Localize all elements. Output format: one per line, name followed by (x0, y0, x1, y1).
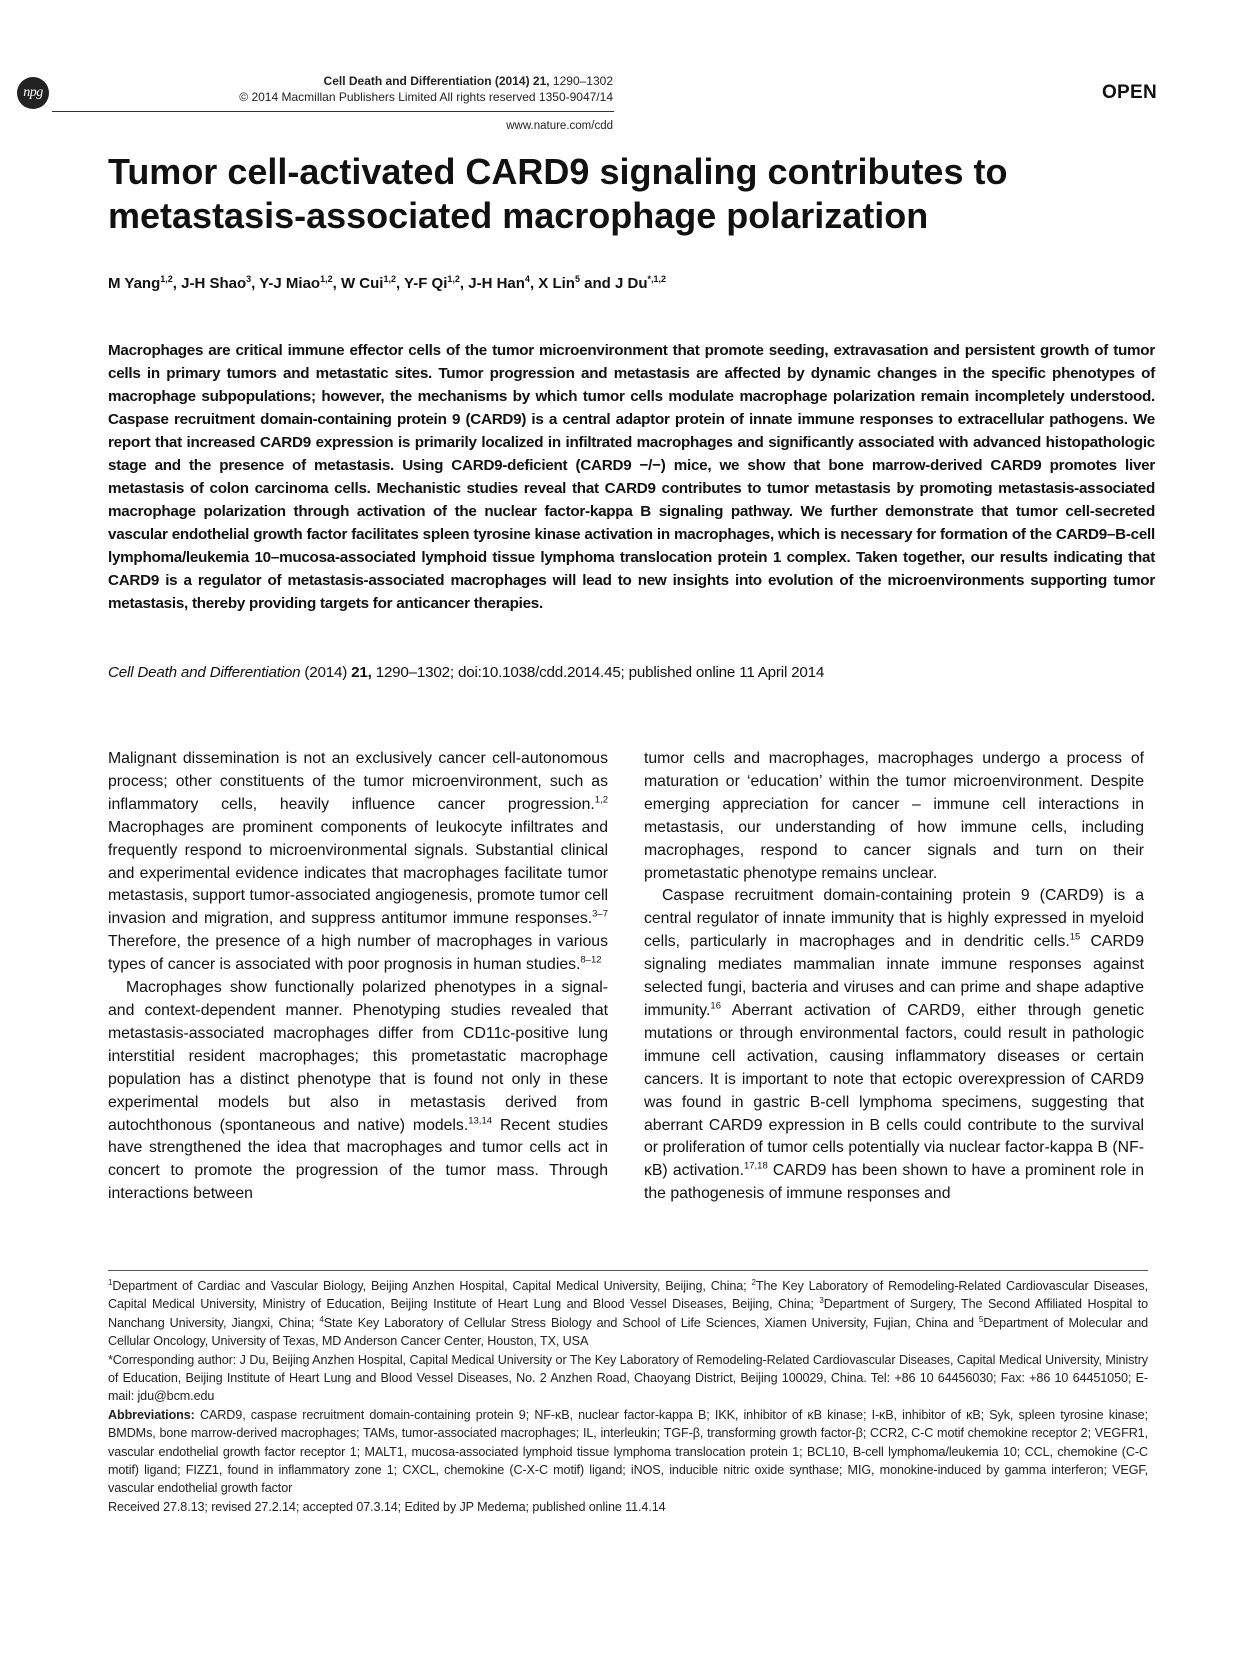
open-access-badge: OPEN (1101, 82, 1157, 103)
citation-doi: 1290–1302; doi:10.1038/cdd.2014.45; published online 11 April 2014 (371, 664, 825, 681)
citation-volume: 21, (351, 664, 372, 681)
author-separator: , (529, 275, 539, 292)
affiliations: $^1$Department of Cardiac and Vascular Biology, Beijing Anzhen Hospital, Capital Medical University, Beijing, China; $^2$The Key Laboratory of Remodeling-Related Cardiovascular Diseases, Capital Medical University, Ministry of Education, Beijing Institute of Heart Lung and Blood Vessel Diseases, Beijing, China; $^3$Department of Surgery, The Second Affiliated Hospital to Nanchang University, Jiangxi, China; $^4$State Key Laboratory of Cellular Stress Biology and School of Life Sciences, Xiamen University, Fujian, China and $^5$Department of Molecular and Cellular Oncology, University of Texas, MD Anderson Cancer Center, Houston, TX, USA (108, 1277, 1148, 1349)
abbreviations (108, 1406, 1148, 1498)
copyright-line: © 2014 Macmillan Publishers Limited All rights reserved 1350-9047/14 (239, 90, 613, 104)
reference-link[interactable]: 17,18 (743, 1161, 768, 1173)
header-divider (52, 111, 614, 112)
body-column-left (108, 748, 608, 1206)
citation-year: (2014) (300, 664, 352, 681)
author-name[interactable]: J-H Shao (181, 275, 247, 292)
footnote-divider (108, 1270, 1148, 1271)
author-affiliation: 1,2 (320, 274, 333, 284)
author-name[interactable]: J-H Han (468, 275, 525, 292)
body-paragraph (108, 748, 608, 977)
publisher-logo: npg (17, 77, 49, 109)
author-separator: , (251, 275, 260, 292)
author-affiliation: 4 (524, 274, 530, 284)
author-name[interactable]: X Lin (538, 275, 575, 292)
body-paragraph: tumor cells and macrophages, macrophages undergo a process of maturation or ‘education’ within the tumor microenvironment. Despite emerging appreciation for cancer – immune cell interactions in metastasis, our understanding of how immune cells, including macrophages, respond to cancer signals and turn on their prometastatic phenotype remains unclear. (644, 750, 1144, 882)
received-dates: Received 27.8.13; revised 27.2.14; accepted 07.3.14; Edited by JP Medema; published online 11.4.14 (108, 1499, 666, 1514)
author-affiliation: 3 (246, 274, 252, 284)
article-title: Tumor cell-activated CARD9 signaling contributes to metastasis-associated macrophage polarization (108, 151, 1008, 236)
corresponding-author: *Corresponding author: J Du, Beijing Anzhen Hospital, Capital Medical University or The Key Laboratory of Remodeling-Related Cardiovascular Diseases, Capital Medical University, Ministry of Education, Beijing Institute of Heart Lung and Blood Vessel Diseases, No. 2 Anzhen Road, Chaoyang District, Beijing 100029, China. Tel: +86 10 64456030; Fax: +86 10 64451050; E-mail: jdu@bcm.edu (108, 1352, 1148, 1404)
journal-reference (324, 74, 613, 88)
author-name[interactable]: M Yang (108, 275, 161, 292)
body-text: Malignant dissemination is not an exclusively cancer cell-autonomous process; other constituents of the tumor microenvironment, such as inflammatory cells, heavily influence cancer progression. (108, 750, 608, 813)
footnotes (108, 1277, 1148, 1516)
author-affiliation: 1,2 (383, 274, 396, 284)
author-separator: , (395, 275, 405, 292)
body-text: Recent studies have strengthened the idea that macrophages and tumor cells act in concert to promote the progression of the tumor mass. Through interactions between (108, 1116, 609, 1203)
reference-link[interactable]: 8–12 (580, 954, 602, 966)
body-paragraph (108, 977, 608, 1206)
body-column-right (644, 748, 1144, 1206)
author-separator: , (332, 275, 341, 292)
author-affiliation: 1,2 (160, 274, 173, 284)
reference-link[interactable]: 13,14 (468, 1115, 493, 1127)
author-affiliation: 1,2 (447, 274, 460, 284)
body-text: Macrophages are prominent components of leukocyte infiltrates and frequently respond to microenvironmental signals. Substantial clinical and experimental evidence indicates that macrophages facilitate tumor metastasis, support tumor-associated angiogenesis, promote tumor cell invasion and migration, and suppress antitumor immune responses. (108, 818, 608, 928)
author-affiliation: 5 (574, 274, 580, 284)
journal-url-link[interactable]: www.nature.com/cdd (506, 120, 613, 132)
author-name[interactable]: J Du (614, 275, 648, 292)
citation-journal: Cell Death and Differentiation (108, 664, 301, 681)
body-paragraph (644, 885, 1144, 1206)
body-text: CARD9 has been shown to have a prominent role in the pathogenesis of immune responses and (644, 1162, 1144, 1203)
author-name[interactable]: Y-J Miao (259, 275, 321, 292)
author-name[interactable]: W Cui (340, 275, 384, 292)
page-range: 1290–1302 (549, 74, 613, 88)
author-affiliation: *,1,2 (647, 274, 667, 284)
author-separator: and (579, 275, 615, 292)
body-text: Aberrant activation of CARD9, either through genetic mutations or through environmental factors, could result in pathologic immune cell activation, causing inflammatory diseases or certain cancers. It is important to note that ectopic overexpression of CARD9 was found in gastric B-cell lymphoma specimens, suggesting that aberrant CARD9 expression in B cells could contribute to the survival or proliferation of tumor cells potentially via nuclear factor-kappa B (NF-κB) activation. (644, 1001, 1144, 1180)
reference-link[interactable]: 15 (1069, 931, 1081, 943)
reference-link[interactable]: 1,2 (594, 794, 608, 806)
abbreviations-label: Abbreviations: (108, 1407, 195, 1422)
author-separator: , (459, 275, 469, 292)
abstract: Macrophages are critical immune effector cells of the tumor microenvironment that promote seeding, extravasation and persistent growth of tumor cells in primary tumors and metastatic sites. Tumor progression and metastasis are affected by dynamic changes in the specific phenotypes of macrophage subpopulations; however, the mechanisms by which tumor cells modulate macrophage polarization remain incompletely understood. Caspase recruitment domain-containing protein 9 (CARD9) is a central adaptor protein of innate immune responses to extracellular pathogens. We report that increased CARD9 expression is primarily localized in infiltrated macrophages and significantly associated with advanced histopathologic stage and the presence of metastasis. Using CARD9-deficient (CARD9 −/−) mice, we show that bone marrow-derived CARD9 promotes liver metastasis of colon carcinoma cells. Mechanistic studies reveal that CARD9 contributes to tumor metastasis by promoting metastasis-associated macrophage polarization through activation of the nuclear factor-kappa B signaling pathway. We further demonstrate that tumor cell-secreted vascular endothelial growth factor facilitates spleen tyrosine kinase activation in macrophages, which is necessary for formation of the CARD9–B-cell lymphoma/leukemia 10–mucosa-associated lymphoid tissue lymphoma translocation protein 1 complex. Taken together, our results indicating that CARD9 is a regulator of metastasis-associated macrophages will lead to new insights into evolution of the microenvironments supporting tumor metastasis, thereby providing targets for anticancer therapies. (108, 342, 1155, 612)
reference-link[interactable]: 16 (710, 1000, 721, 1012)
author-separator: , (172, 275, 182, 292)
body-text: CARD9 signaling mediates mammalian innate immune responses against selected fungi, bacteria and viruses and can prime and shape adaptive immunity. (644, 933, 1145, 1019)
author-list (108, 274, 666, 292)
body-text: Therefore, the presence of a high number of macrophages in various types of cancer is associated with poor prognosis in human studies. (108, 933, 608, 974)
author-name[interactable]: Y-F Qi (404, 275, 448, 292)
body-text: Caspase recruitment domain-containing protein 9 (CARD9) is a central regulator of innate immunity that is highly expressed in myeloid cells, particularly in macrophages and in dendritic cells. (644, 887, 1144, 951)
citation-line (108, 664, 824, 681)
reference-link[interactable]: 3–7 (592, 909, 608, 921)
journal-name: Cell Death and Differentiation (2014) 21, (323, 74, 550, 88)
abbreviations-text: CARD9, caspase recruitment domain-containing protein 9; NF-κB, nuclear factor-kappa B; IKK, inhibitor of κB kinase; I-κB, inhibitor of κB; Syk, spleen tyrosine kinase; BMDMs, bone marrow-derived macrophages; TAMs, tumor-associated macrophages; IL, interleukin; TGF-β, transforming growth factor-β; CCR2, C-C motif chemokine receptor 2; VEGFR1, vascular endothelial growth factor receptor 1; MALT1, mucosa-associated lymphoid tissue lymphoma translocation protein 1; BCL10, B-cell lymphoma/leukemia 10; CCL, chemokine (C-C motif) ligand; FIZZ1, found in inflammatory zone 1; CXCL, chemokine (C-X-C motif) ligand; iNOS, inducible nitric oxide synthase; MIG, monokine-induced by gamma interferon; VEGF, vascular endothelial growth factor (108, 1407, 1148, 1496)
body-text: Macrophages show functionally polarized phenotypes in a signal- and context-dependent manner. Phenotyping studies revealed that metastasis-associated macrophages differ from CD11c-positive lung interstitial resident macrophages; this prometastatic macrophage population has a distinct phenotype that is found not only in these experimental models but also in metastasis derived from autochthonous (spontaneous and native) models. (108, 979, 608, 1134)
